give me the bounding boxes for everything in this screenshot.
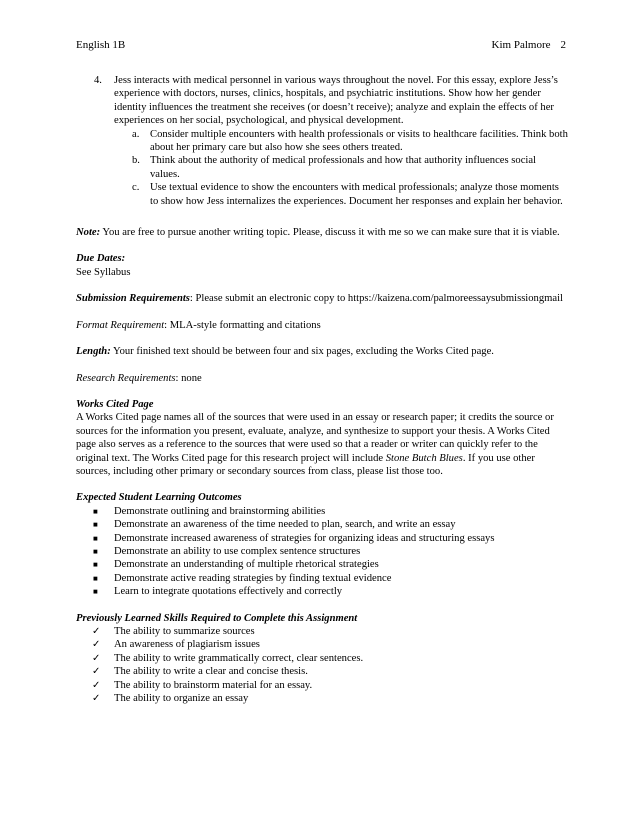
prompt-subitem-b xyxy=(114,154,568,181)
subitem-text: Think about the authority of medical professionals and how that authority influences social values. xyxy=(150,155,536,180)
format-text: : MLA-style formatting and citations xyxy=(164,319,321,331)
list-item-text: Demonstrate active reading strategies by finding textual evidence xyxy=(114,572,392,584)
list-item xyxy=(76,505,568,518)
skills-section xyxy=(76,612,568,706)
list-item-text: The ability to organize an essay xyxy=(114,693,249,705)
skills-heading: Previously Learned Skills Required to Complete this Assignment xyxy=(76,612,358,624)
works-cited-text xyxy=(76,411,568,478)
outcomes-heading: Expected Student Learning Outcomes xyxy=(76,492,242,504)
list-item xyxy=(76,652,568,665)
works-cited-section xyxy=(76,398,568,478)
square-bullet-icon: ■ xyxy=(93,560,98,570)
document-body xyxy=(76,74,568,705)
list-item-text: Demonstrate an awareness of the time needed to plan, search, and write an essay xyxy=(114,519,456,531)
list-item-text: Demonstrate an ability to use complex sentence structures xyxy=(114,545,361,557)
subitem-text: Use textual evidence to show the encounters with medical professionals; analyze those moments to show how Jess internalizes the experiences. Document her responses and explain her behavior. xyxy=(150,182,563,207)
outcomes-section xyxy=(76,491,568,598)
list-item xyxy=(76,545,568,558)
subitem-text: Consider multiple encounters with health professionals or visits to healthcare facilities. Think both about her primary care but also how she sees others treated. xyxy=(150,128,568,154)
list-item-text: An awareness of plagiarism issues xyxy=(114,639,260,651)
list-item xyxy=(76,532,568,545)
checkmark-icon: ✓ xyxy=(92,693,101,705)
prompt-item-4 xyxy=(76,74,568,208)
subitem-letter: c. xyxy=(132,182,140,194)
length-label: Length: xyxy=(76,346,111,358)
list-item-text: Demonstrate an understanding of multiple rhetorical strategies xyxy=(114,559,379,571)
note-text: You are free to pursue another writing topic. Please, discuss it with me so we can make sure that it is viable. xyxy=(100,227,560,239)
list-item xyxy=(76,558,568,571)
list-item-text: Demonstrate increased awareness of strategies for organizing ideas and structuring essays xyxy=(114,532,495,544)
header-course: English 1B xyxy=(76,39,126,51)
list-item-text: The ability to summarize sources xyxy=(114,626,255,637)
length-text: Your finished text should be between four and six pages, excluding the Works Cited page. xyxy=(110,346,494,358)
list-item xyxy=(76,518,568,531)
research-text: : none xyxy=(175,372,202,384)
note-label: Note: xyxy=(76,227,101,239)
checkmark-icon: ✓ xyxy=(92,652,101,664)
list-item-text: Learn to integrate quotations effectively and correctly xyxy=(114,586,343,598)
list-item xyxy=(76,665,568,678)
list-item xyxy=(76,679,568,692)
skills-list xyxy=(76,625,568,705)
list-item-text: The ability to write a clear and concise thesis. xyxy=(114,666,308,678)
list-item-text: Demonstrate outlining and brainstorming abilities xyxy=(114,505,326,517)
checkmark-icon: ✓ xyxy=(92,639,101,651)
works-cited-heading: Works Cited Page xyxy=(76,398,154,410)
square-bullet-icon: ■ xyxy=(93,506,98,516)
submission-paragraph xyxy=(76,292,568,305)
book-title: Stone Butch Blues xyxy=(385,452,463,464)
format-label: Format Requirement xyxy=(76,319,165,331)
list-item xyxy=(76,625,568,638)
square-bullet-icon: ■ xyxy=(93,533,98,543)
works-cited-text-after: . If you use other sources, including other primary or secondary sources from class, please list those too. xyxy=(76,452,535,477)
square-bullet-icon: ■ xyxy=(93,520,98,530)
submission-label: Submission Requirements xyxy=(76,293,190,305)
list-item-text: The ability to write grammatically correct, clear sentences. xyxy=(114,652,364,664)
works-cited-text-before: A Works Cited page names all of the sources that were used in an essay or research paper; it credits the source or sources for the information you present, evaluate, analyze, and synthesize to support your thesis. A Works Cited page also serves as a reference to the sources that were used so that a reader or writer can quickly refer to the original text. The Works Cited page for this research project will include xyxy=(76,412,554,464)
due-dates-text: See Syllabus xyxy=(76,266,131,278)
square-bullet-icon: ■ xyxy=(93,573,98,583)
subitem-letter: a. xyxy=(132,128,140,140)
header-author xyxy=(492,39,566,52)
list-item xyxy=(76,585,568,598)
prompt-subitem-c xyxy=(114,181,568,208)
list-item xyxy=(76,638,568,651)
list-item xyxy=(76,572,568,585)
square-bullet-icon: ■ xyxy=(93,587,98,597)
checkmark-icon: ✓ xyxy=(92,666,101,678)
prompt-subitem-a xyxy=(114,128,568,155)
due-dates-section xyxy=(76,252,568,279)
length-paragraph xyxy=(76,345,568,358)
research-label: Research Requirements xyxy=(76,372,176,384)
research-paragraph xyxy=(76,372,568,385)
list-item-text: The ability to brainstorm material for an essay. xyxy=(114,679,313,691)
submission-text: : Please submit an electronic copy to https://kaizena.com/palmoreessaysubmissiongmail xyxy=(189,293,563,305)
subitem-letter: b. xyxy=(132,155,140,167)
prompt-item-text: Jess interacts with medical personnel in various ways throughout the novel. For this essay, explore Jess’s experience with doctors, nurses, clinics, hospitals, and psychiatric institutions. Show how her gender identity influences the treatment she receives (or doesn’t receive); analyze and explain the effects of her experiences on her social, psychological, and physical development. xyxy=(114,75,558,127)
outcomes-list xyxy=(76,505,568,599)
square-bullet-icon: ■ xyxy=(93,546,98,556)
list-item xyxy=(76,692,568,705)
prompt-item-number: 4. xyxy=(94,75,102,86)
note-paragraph xyxy=(76,226,568,239)
checkmark-icon: ✓ xyxy=(92,679,101,691)
header-author-name: Kim Palmore xyxy=(491,39,551,51)
due-dates-label: Due Dates: xyxy=(76,253,126,265)
format-paragraph xyxy=(76,319,568,332)
checkmark-icon: ✓ xyxy=(92,626,101,637)
page-number: 2 xyxy=(560,39,566,51)
